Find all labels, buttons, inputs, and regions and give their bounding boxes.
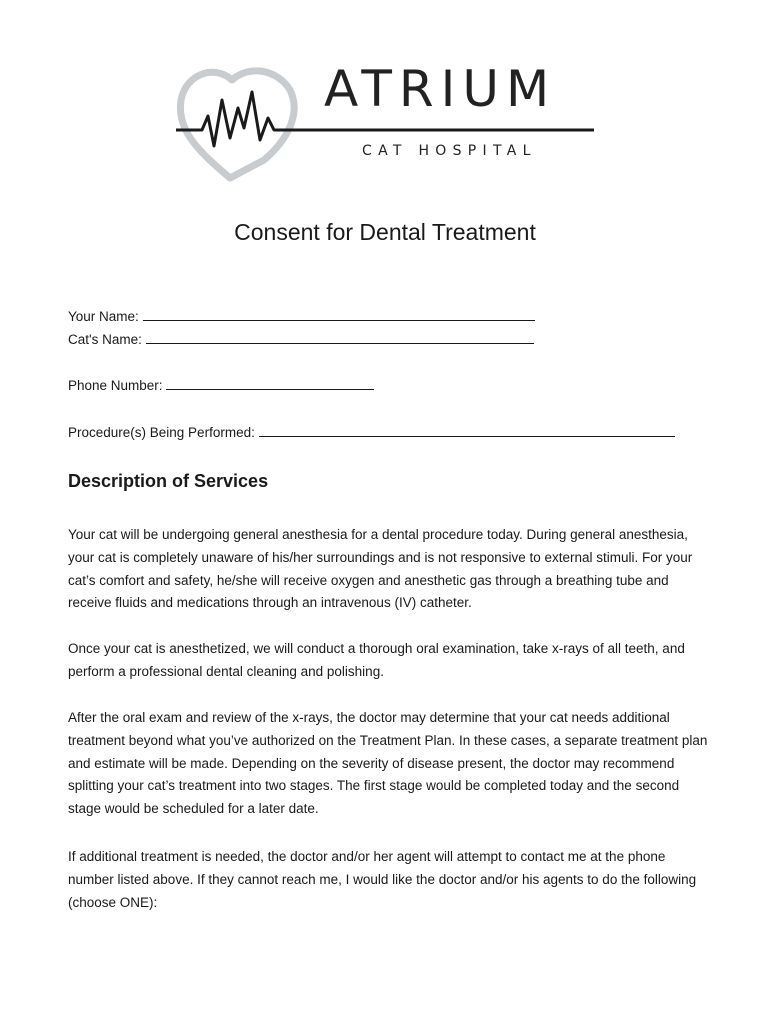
your-name-blank[interactable]	[143, 308, 535, 321]
procedures-label: Procedure(s) Being Performed:	[68, 425, 255, 440]
procedures-field	[68, 424, 675, 440]
document-title: Consent for Dental Treatment	[234, 219, 536, 245]
phone-field	[68, 377, 374, 393]
paragraph-examination: Once your cat is anesthetized, we will conduct a thorough oral examination, take x-rays of all teeth, and perform a professional dental cleaning and polishing.	[68, 641, 685, 679]
cats-name-label: Cat's Name:	[68, 332, 142, 347]
phone-label: Phone Number:	[68, 378, 163, 393]
brand-name: ATRIUM	[324, 60, 557, 118]
cats-name-blank[interactable]	[146, 331, 534, 344]
phone-blank[interactable]	[166, 377, 374, 390]
brand-subtitle: CAT HOSPITAL	[362, 143, 537, 159]
paragraph-contact-instructions: If additional treatment is needed, the doctor and/or her agent will attempt to contact me at the phone number listed above. If they cannot reach me, I would like the doctor and/or his agents to do the following (choose ONE):	[68, 849, 697, 910]
hospital-logo	[172, 62, 602, 184]
your-name-label: Your Name:	[68, 309, 139, 324]
your-name-field	[68, 308, 535, 324]
paragraph-anesthesia: Your cat will be undergoing general anesthesia for a dental procedure today. During general anesthesia, your cat is completely unaware of his/her surroundings and is not responsive to external stimuli. For your cat’s comfort and safety, he/she will receive oxygen and anesthetic gas through a breathing tube and receive fluids and medications through an intravenous (IV) catheter.	[68, 527, 693, 611]
section-heading: Description of Services	[68, 471, 269, 491]
procedures-blank[interactable]	[259, 424, 675, 437]
heart-outline	[180, 71, 294, 178]
cats-name-field	[68, 331, 534, 347]
paragraph-additional-treatment: After the oral exam and review of the x-rays, the doctor may determine that your cat needs additional treatment beyond what you’ve authorized on the Treatment Plan. In these cases, a separate treatment plan and estimate will be made. Depending on the severity of disease present, the doctor may recommend splitting your cat’s treatment into two stages. The first stage would be completed today and the second stage would be scheduled for a later date.	[68, 710, 708, 817]
